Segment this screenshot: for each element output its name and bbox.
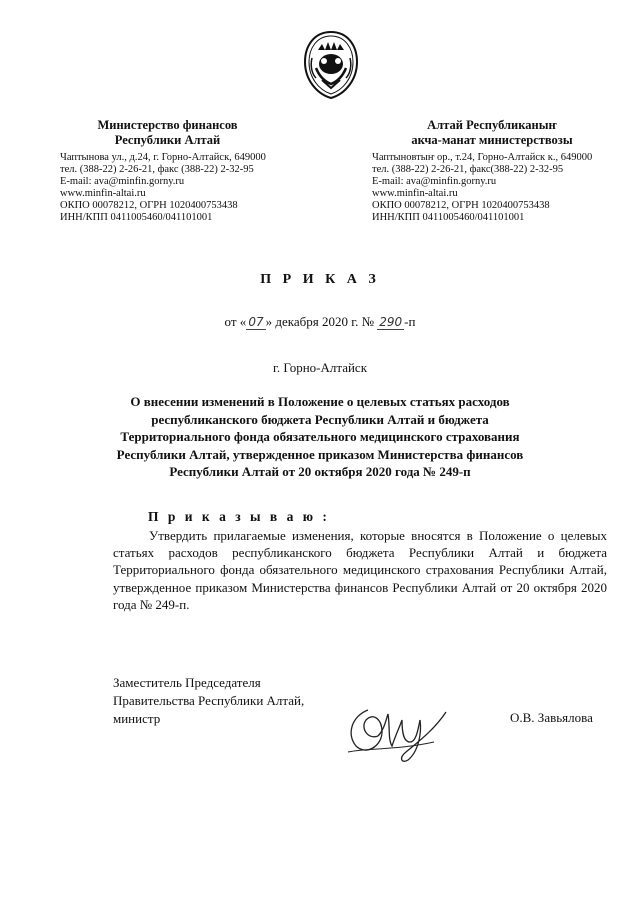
- ministry-name-altai: [372, 118, 612, 148]
- subject-line: О внесении изменений в Положение о целевых статьях расходов: [130, 394, 510, 409]
- coat-of-arms-icon: [300, 28, 362, 102]
- signatory-name: О.В. Завьялова: [510, 710, 593, 725]
- okpo-ogrn-line: ОКПО 00078212, ОГРН 1020400753438: [60, 200, 238, 211]
- phone-line: тел. (388-22) 2-26-21, факс (388-22) 2-32-95: [60, 164, 254, 175]
- position-line: Правительства Республики Алтай,: [113, 692, 305, 708]
- email-line: E-mail: ava@minfin.gorny.ru: [60, 176, 185, 187]
- city-line: г. Горно-Алтайск: [272, 360, 368, 375]
- ministry-name-line: Министерство финансов: [97, 118, 238, 132]
- inn-kpp-line: ИНН/КПП 0411005460/041101001: [372, 212, 525, 223]
- ministry-header-left: [60, 118, 310, 224]
- okpo-ogrn-line: ОКПО 00078212, ОГРН 1020400753438: [372, 200, 550, 211]
- website-line: www.minfin-altai.ru: [60, 188, 146, 199]
- order-subject: [108, 393, 532, 481]
- date-prefix: от «: [224, 314, 247, 329]
- email-line: E-mail: ava@minfin.gorny.ru: [372, 176, 497, 187]
- subject-line: Республики Алтай, утвержденное приказом Министерства финансов: [116, 446, 524, 462]
- ministry-name-line: акча-манат министерствозы: [411, 133, 573, 147]
- ministry-header-right: [372, 118, 622, 224]
- subject-line: Республики Алтай от 20 октября 2020 года № 249-п: [169, 464, 471, 480]
- subject-line: республиканского бюджета Республики Алтай и бюджета: [151, 411, 489, 427]
- order-body: Утвердить прилагаемые изменения, которые вносятся в Положение о целевых статьях расходов республиканского бюджета Республики Алтай и бюджета Территориального фонда обязательного медицинского страхования Республики Алтай, утвержденное приказом Министерства финансов Республики Алтай от 20 октября 2020 года № 249-п.: [113, 528, 607, 612]
- signatory-position: [113, 674, 304, 727]
- subject-line: Территориального фонда обязательного медицинского страхования: [120, 429, 520, 445]
- position-line: министр: [113, 710, 161, 726]
- ministry-name-line: Алтай Республиканыҥ: [427, 118, 557, 132]
- order-number-suffix: -п: [404, 314, 416, 329]
- date-number-line: [0, 314, 640, 330]
- date-mid: » декабря 2020 г. №: [265, 314, 374, 329]
- website-line: www.minfin-altai.ru: [372, 188, 458, 199]
- handwritten-signature: [338, 690, 456, 770]
- address-line: Чаптыновтыҥ ор., т.24, Горно-Алтайск к., 649000: [372, 152, 593, 163]
- inn-kpp-line: ИНН/КПП 0411005460/041101001: [60, 212, 213, 223]
- date-day: 07: [248, 315, 264, 329]
- address-line: Чаптынова ул., д.24, г. Горно-Алтайск, 649000: [60, 152, 266, 163]
- ministry-name-line: Республики Алтай: [114, 133, 221, 147]
- position-line: Заместитель Председателя: [113, 675, 261, 690]
- ministry-name: [60, 118, 275, 148]
- order-number: 290: [379, 315, 403, 329]
- phone-line: тел. (388-22) 2-26-21, факс(388-22) 2-32-95: [372, 164, 564, 175]
- document-title: П Р И К А З: [260, 272, 380, 287]
- order-word: П р и к а з ы в а ю :: [148, 509, 330, 524]
